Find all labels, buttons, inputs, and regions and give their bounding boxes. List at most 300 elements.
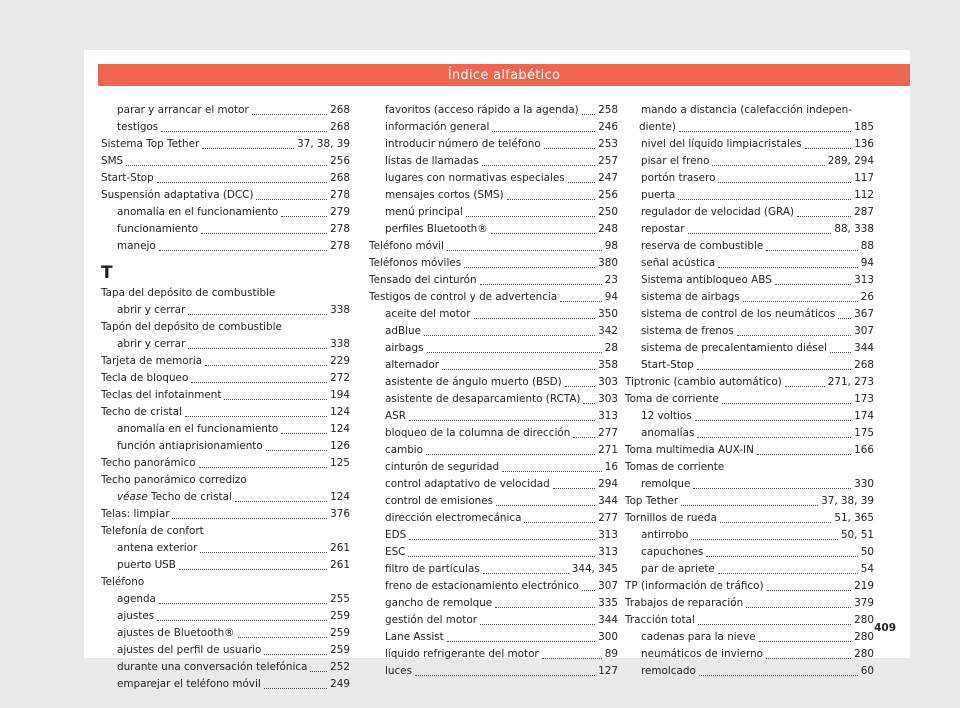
dot-leader [491,232,596,234]
page-reference: 256 [598,189,618,201]
dot-leader [524,521,595,523]
index-subentry [625,646,874,663]
index-subentry [101,221,350,238]
page-reference: 250 [598,206,618,218]
page-reference: 380 [598,257,618,269]
dot-leader [496,504,595,506]
entry-term: aceite del motor [385,308,471,320]
index-subentry [369,578,618,595]
index-subentry [369,221,618,238]
index-subentry [369,340,618,357]
dot-leader [464,266,595,268]
entry-term: luces [385,665,412,677]
index-subentry [625,408,874,425]
page-reference: 358 [598,359,618,371]
page-reference: 303 [598,376,618,388]
dot-leader [582,113,595,115]
entry-term: Teclas del infotainment [101,389,222,401]
dot-leader [172,517,327,519]
page-reference: 117 [854,172,874,184]
page-reference: 344, 345 [571,563,618,575]
page-reference: 350 [598,308,618,320]
entry-term: Tecla de bloqueo [101,372,189,384]
index-subentry [625,272,874,289]
page-reference: 253 [598,138,618,150]
index-subentry [101,489,350,506]
dot-leader [565,385,596,387]
page-reference: 268 [330,121,350,133]
dot-leader [483,572,569,574]
dot-leader [409,419,595,421]
page-reference: 175 [854,427,874,439]
dot-leader [698,623,851,625]
dot-leader [718,572,858,574]
entry-term: diente) [639,121,676,133]
index-subentry [625,102,874,119]
dot-leader [542,657,602,659]
index-entry [625,391,874,408]
page-reference: 126 [330,440,350,452]
entry-term: testigos [117,121,159,133]
dot-leader [492,130,595,132]
dot-leader [185,415,327,417]
index-entry [625,442,874,459]
entry-term: señal acústica [641,257,716,269]
page-reference: 259 [330,610,350,622]
index-subentry [101,608,350,625]
entry-term: emparejar el teléfono móvil [117,678,261,690]
page-reference: 124 [330,491,350,503]
entry-term: perfiles Bluetooth® [385,223,488,235]
page-reference: 50 [860,546,874,558]
entry-term: durante una conversación telefónica [117,661,308,673]
entry-term: función antiaprisionamiento [117,440,263,452]
index-subentry [625,561,874,578]
page-reference: 268 [330,172,350,184]
entry-term: gancho de remolque [385,597,493,609]
entry-term: Techo panorámico corredizo [101,474,247,486]
entry-term: sistema de precalentamiento diésel [641,342,827,354]
page-reference: 313 [598,410,618,422]
entry-term: parar y arrancar el motor [117,104,249,116]
index-column-3 [625,102,874,680]
dot-leader [560,300,602,302]
page-title: Índice alfabético [447,67,561,83]
dot-leader [766,657,851,659]
entry-term: Teléfonos móviles [369,257,462,269]
dot-leader [775,283,851,285]
index-subentry [369,476,618,493]
entry-term: puerta [641,189,676,201]
index-subentry [369,629,618,646]
entry-term: Tapón del depósito de combustible [101,321,282,333]
page-reference: 125 [330,457,350,469]
dot-leader [281,432,327,434]
page-reference: 37, 38, 39 [297,138,350,150]
dot-leader [238,636,328,638]
dot-leader [224,398,327,400]
entry-term: freno de estacionamiento electrónico [385,580,579,592]
entry-term: remolcado [641,665,696,677]
index-entry [625,493,874,510]
entry-term: puerto USB [117,559,176,571]
page-reference: 50, 51 [840,529,874,541]
page-reference: 335 [598,597,618,609]
dot-leader [737,334,851,336]
page-reference: 246 [598,121,618,133]
dot-leader [718,181,851,183]
dot-leader [266,449,327,451]
entry-term: Lane Assist [385,631,444,643]
index-subentry [101,421,350,438]
index-entry [101,404,350,421]
index-subentry [625,221,874,238]
index-subentry [369,442,618,459]
page-reference: 344 [598,495,618,507]
page-reference: 261 [330,542,350,554]
page-reference: 268 [854,359,874,371]
index-entry [101,187,350,204]
entry-term: pisar el freno [641,155,710,167]
index-subentry [101,102,350,119]
page-reference: 278 [330,223,350,235]
page-reference: 194 [330,389,350,401]
index-subentry [369,595,618,612]
dot-leader [759,640,852,642]
page-reference: 173 [854,393,874,405]
entry-term: gestión del motor [385,614,477,626]
entry-term: reserva de combustible [641,240,764,252]
entry-term: ajustes de Bluetooth® [117,627,235,639]
entry-term: SMS [101,155,124,167]
index-subentry [625,425,874,442]
index-page [84,50,910,690]
index-subentry [369,119,618,136]
dot-leader [757,453,851,455]
entry-term: lugares con normativas especiales [385,172,565,184]
index-subentry [625,187,874,204]
dot-leader [695,419,852,421]
index-subentry [101,642,350,659]
page-reference: 313 [598,529,618,541]
index-subentry [369,663,618,680]
dot-leader [281,215,327,217]
index-subentry [369,391,618,408]
entry-term: mensajes cortos (SMS) [385,189,504,201]
section-letter: T [101,263,113,283]
page-reference: 277 [598,512,618,524]
entry-term: regulador de velocidad (GRA) [641,206,795,218]
entry-term: antena exterior [117,542,198,554]
index-entry [101,353,350,370]
entry-term: antirrobo [641,529,689,541]
page-reference: 261 [330,559,350,571]
dot-leader [691,538,838,540]
page-reference: 252 [330,661,350,673]
dot-leader [126,164,327,166]
entry-term: adBlue [385,325,421,337]
dot-leader [200,551,327,553]
dot-leader [415,674,595,676]
page-reference: 268 [330,104,350,116]
entry-term: alternador [385,359,439,371]
entry-term: capuchones [641,546,704,558]
entry-term: manejo [117,240,156,252]
index-subentry [101,591,350,608]
dot-leader [188,313,327,315]
dot-leader [838,317,851,319]
page-reference: 259 [330,644,350,656]
page-reference: 272 [330,372,350,384]
entry-term: airbags [385,342,424,354]
entry-term: cinturón de seguridad [385,461,500,473]
index-subentry [101,540,350,557]
index-subentry [369,187,618,204]
page-reference: 23 [604,274,618,286]
entry-term: Tomas de corriente [625,461,725,473]
entry-term: anomalías [641,427,695,439]
index-subentry [369,561,618,578]
page-reference: 88, 338 [834,223,874,235]
entry-term: Tiptronic (cambio automático) [625,376,782,388]
dot-leader [502,470,602,472]
dot-leader [466,215,595,217]
dot-leader [582,589,595,591]
dot-leader [718,266,858,268]
entry-term: Techo de cristal [101,406,182,418]
dot-leader [785,385,825,387]
entry-term: Techo de cristal [151,491,232,503]
entry-term: cadenas para la nieve [641,631,756,643]
page-reference: 259 [330,627,350,639]
dot-leader [766,249,858,251]
index-subentry [369,323,618,340]
entry-term: funcionamiento [117,223,199,235]
entry-term: Toma de corriente [625,393,719,405]
index-entry [101,170,350,187]
page-reference: 37, 38, 39 [821,495,874,507]
entry-term: Suspensión adaptativa (DCC) [101,189,254,201]
dot-leader [746,606,851,608]
index-subentry [369,510,618,527]
dot-leader [767,589,852,591]
page-reference: 94 [604,291,618,303]
entry-term: portón trasero [641,172,716,184]
dot-leader [426,453,595,455]
page-reference: 249 [330,678,350,690]
index-subentry [369,170,618,187]
dot-leader [256,198,327,200]
page-reference: 300 [598,631,618,643]
page-reference: 313 [598,546,618,558]
dot-leader [191,381,327,383]
entry-term: Sistema antibloqueo ABS [641,274,772,286]
dot-leader [264,687,327,689]
dot-leader [697,436,851,438]
index-entry [625,459,874,476]
page-reference: 330 [854,478,874,490]
dot-leader [830,351,851,353]
page-reference: 344 [854,342,874,354]
entry-term: Sistema Top Tether [101,138,200,150]
entry-term: Telefonía de confort [101,525,204,537]
page-reference: 280 [854,631,874,643]
dot-leader [544,147,595,149]
page-header [98,64,910,86]
index-subentry [369,136,618,153]
see-reference: véase [117,491,148,503]
page-reference: 277 [598,427,618,439]
entry-term: ASR [385,410,406,422]
entry-term: Tapa del depósito de combustible [101,287,276,299]
entry-term: bloqueo de la columna de dirección [385,427,571,439]
entry-term: sistema de airbags [641,291,740,303]
entry-term: ESC [385,546,406,558]
entry-term: asistente de desaparcamiento (RCTA) [385,393,581,405]
entry-term: Tensado del cinturón [369,274,477,286]
dot-leader [480,623,595,625]
dot-leader [712,164,824,166]
index-subentry [625,357,874,374]
page-reference: 136 [854,138,874,150]
page-reference: 60 [860,665,874,677]
dot-leader [235,500,327,502]
page-reference: 174 [854,410,874,422]
dot-leader [706,555,857,557]
page-reference: 28 [604,342,618,354]
index-entry [369,289,618,306]
page-reference: 256 [330,155,350,167]
entry-term: control adaptativo de velocidad [385,478,550,490]
page-reference: 303 [598,393,618,405]
dot-leader [161,130,327,132]
page-reference: 124 [330,406,350,418]
page-reference: 219 [854,580,874,592]
index-subentry [369,306,618,323]
page-reference: 307 [598,580,618,592]
entry-term: 12 voltios [641,410,692,422]
index-entry [625,578,874,595]
entry-term: filtro de partículas [385,563,480,575]
dot-leader [447,249,602,251]
index-subentry [369,544,618,561]
index-entry [101,153,350,170]
entry-term: control de emisiones [385,495,494,507]
entry-term: Trabajos de reparación [625,597,744,609]
page-reference: 294 [598,478,618,490]
page-reference: 51, 365 [834,512,874,524]
index-subentry [625,629,874,646]
entry-term: Start-Stop [641,359,694,371]
dot-leader [202,147,294,149]
entry-term: anomalía en el funcionamiento [117,423,279,435]
entry-term: remolque [641,478,691,490]
index-subentry [625,476,874,493]
page-reference: 127 [598,665,618,677]
entry-term: Toma multimedia AUX-IN [625,444,754,456]
index-subentry [101,557,350,574]
index-subentry [369,425,618,442]
dot-leader [424,334,595,336]
index-subentry [625,170,874,187]
page-reference: 376 [330,508,350,520]
dot-leader [310,670,327,672]
index-subentry [625,255,874,272]
page-number: 409 [874,622,896,634]
dot-leader [159,249,327,251]
dot-leader [482,164,596,166]
page-reference: 278 [330,240,350,252]
index-subentry [369,527,618,544]
dot-leader [699,674,858,676]
entry-term: Top Tether [625,495,679,507]
index-subentry [625,136,874,153]
entry-term: asistente de ángulo muerto (BSD) [385,376,562,388]
entry-term: nivel del líquido limpiacristales [641,138,802,150]
index-subentry [101,336,350,353]
page-reference: 185 [854,121,874,133]
index-subentry [625,663,874,680]
entry-term: cambio [385,444,424,456]
index-entry [625,374,874,391]
index-column-1 [101,102,350,693]
entry-term: mando a distancia (calefacción indepen- [641,104,852,116]
entry-term: TP (información de tráfico) [625,580,764,592]
page-reference: 279 [330,206,350,218]
page-reference: 257 [598,155,618,167]
page-reference: 289, 294 [827,155,874,167]
dot-leader [179,568,327,570]
entry-term-group [117,489,232,506]
index-subentry [625,340,874,357]
page-reference: 26 [860,291,874,303]
index-subentry [369,374,618,391]
page-reference: 280 [854,648,874,660]
index-entry [369,272,618,289]
entry-term: líquido refrigerante del motor [385,648,539,660]
page-reference: 124 [330,423,350,435]
index-subentry [369,357,618,374]
dot-leader [743,300,858,302]
entry-term: Tracción total [625,614,695,626]
page-reference: 287 [854,206,874,218]
page-reference: 342 [598,325,618,337]
dot-leader [679,130,851,132]
page-reference: 338 [330,338,350,350]
index-subentry [101,238,350,255]
index-subentry [625,119,874,136]
dot-leader [442,368,595,370]
page-reference: 271, 273 [827,376,874,388]
page-reference: 88 [860,240,874,252]
page-reference: 112 [854,189,874,201]
entry-term: información general [385,121,490,133]
dot-leader [805,147,852,149]
dot-leader [507,198,596,200]
page-reference: 16 [604,461,618,473]
entry-term: neumáticos de invierno [641,648,764,660]
page-reference: 379 [854,597,874,609]
entry-term: repostar [641,223,685,235]
index-entry [101,574,350,591]
dot-leader [408,555,595,557]
page-reference: 313 [854,274,874,286]
index-entry [101,387,350,404]
index-subentry [101,302,350,319]
page-reference: 367 [854,308,874,320]
index-subentry [101,119,350,136]
entry-term: abrir y cerrar [117,304,186,316]
